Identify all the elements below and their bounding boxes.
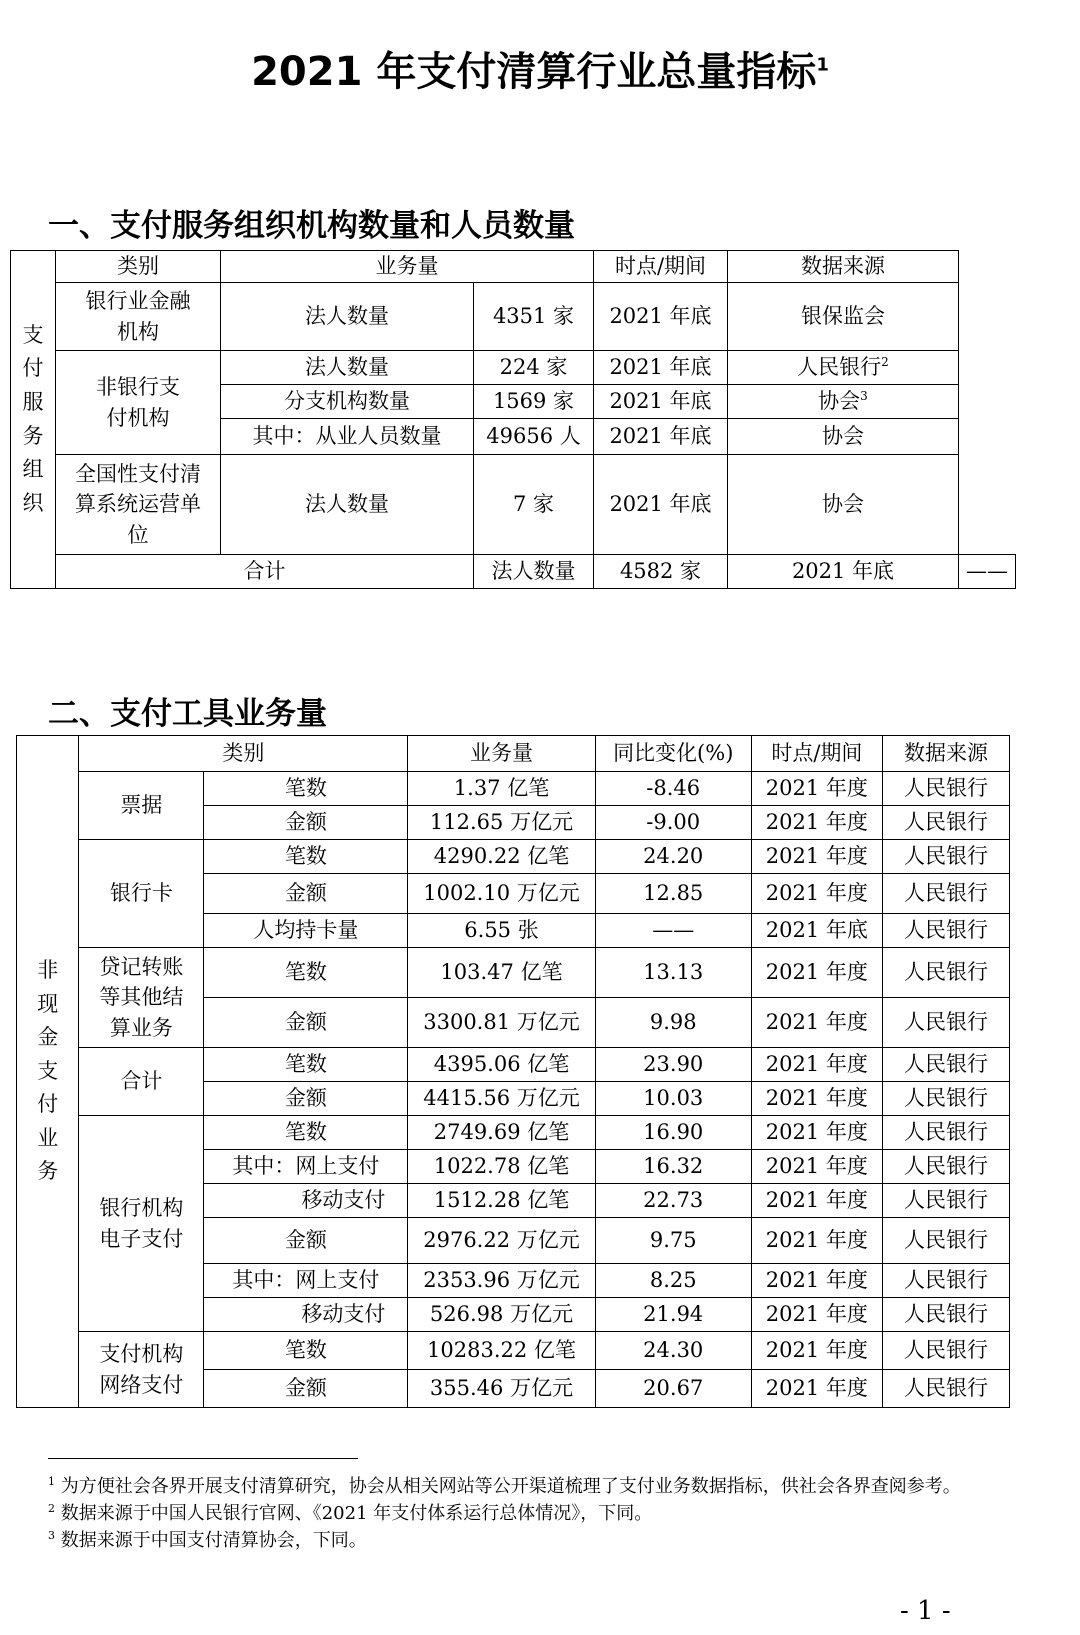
footnote-text: 为方便社会各界开展支付清算研究，协会从相关网站等公开渠道梳理了支付业务数据指标，供社会各界查阅参考。 <box>60 1476 961 1497</box>
yoy-cell: 9.98 <box>595 998 751 1048</box>
footnote-mark: 2 <box>48 1502 55 1516</box>
value-cell: 2749.69 亿笔 <box>408 1116 595 1150</box>
source-cell: 人民银行 <box>882 1048 1009 1082</box>
period-cell: 2021 年度 <box>751 1370 882 1408</box>
period-cell: 2021 年度 <box>751 948 882 998</box>
value-cell: 4582 家 <box>594 555 728 589</box>
value-cell: 224 家 <box>474 351 594 385</box>
yoy-cell: 10.03 <box>595 1082 751 1116</box>
value-cell: 526.98 万亿元 <box>408 1298 595 1332</box>
period-cell: 2021 年度 <box>751 1150 882 1184</box>
source-cell: 人民银行 <box>882 1116 1009 1150</box>
yoy-cell: 24.30 <box>595 1332 751 1370</box>
metric-cell: 法人数量 <box>221 283 474 351</box>
metric-cell: 分支机构数量 <box>221 385 474 419</box>
yoy-cell: 22.73 <box>595 1184 751 1218</box>
value-cell: 1569 家 <box>474 385 594 419</box>
period-cell: 2021 年度 <box>751 1264 882 1298</box>
metric-text: 移动支付 <box>301 1302 386 1327</box>
source-cell: 人民银行 <box>882 806 1009 840</box>
value-cell: 10283.22 亿笔 <box>408 1332 595 1370</box>
metric-cell: 其中：网上支付 <box>204 1264 408 1298</box>
value-cell: 1512.28 亿笔 <box>408 1184 595 1218</box>
metric-cell: 金额 <box>204 1082 408 1116</box>
category-cell <box>56 283 221 351</box>
group-text: 支付机构网络支付 <box>99 1342 184 1397</box>
header-source: 数据来源 <box>882 736 1009 772</box>
source-cell: 人民银行 <box>882 1370 1009 1408</box>
source-cell: 人民银行 <box>882 1150 1009 1184</box>
group-cell: 票据 <box>79 772 204 840</box>
table-row <box>17 948 1010 998</box>
row-group-label <box>17 736 79 1408</box>
period-cell: 2021 年度 <box>751 1048 882 1082</box>
category-cell <box>56 351 221 455</box>
group-text: 贷记转账等其他结算业务 <box>99 954 184 1040</box>
period-cell: 2021 年度 <box>751 998 882 1048</box>
yoy-cell: -9.00 <box>595 806 751 840</box>
header-category: 类别 <box>79 736 408 772</box>
metric-cell: 法人数量 <box>221 455 474 555</box>
yoy-cell: 16.32 <box>595 1150 751 1184</box>
value-cell: 6.55 张 <box>408 914 595 948</box>
table-row <box>11 455 1016 555</box>
metric-cell: 笔数 <box>204 772 408 806</box>
source-cell: 协会 <box>728 419 959 455</box>
source-cell <box>728 385 959 419</box>
page-title <box>0 40 1080 97</box>
source-cell: 人民银行 <box>882 772 1009 806</box>
source-cell: —— <box>959 555 1016 589</box>
category-cell <box>56 455 221 555</box>
table-row <box>17 1332 1010 1370</box>
table-row <box>17 1116 1010 1150</box>
value-cell: 355.46 万亿元 <box>408 1370 595 1408</box>
value-cell: 2976.22 万亿元 <box>408 1218 595 1264</box>
yoy-cell: 23.90 <box>595 1048 751 1082</box>
yoy-cell: 8.25 <box>595 1264 751 1298</box>
footnote-mark: 3 <box>48 1529 55 1543</box>
footnote-text: 数据来源于中国人民银行官网、《2021 年支付体系运行总体情况》，下同。 <box>60 1503 653 1525</box>
metric-cell: 其中：网上支付 <box>204 1150 408 1184</box>
metric-cell: 笔数 <box>204 840 408 874</box>
source-cell: 人民银行 <box>882 998 1009 1048</box>
page-number: - 1 - <box>900 1596 951 1626</box>
source-cell: 人民银行 <box>882 874 1009 914</box>
yoy-cell: 12.85 <box>595 874 751 914</box>
value-cell: 49656 人 <box>474 419 594 455</box>
section-2-heading: 二、支付工具业务量 <box>48 696 327 732</box>
period-cell: 2021 年度 <box>751 1184 882 1218</box>
period-cell: 2021 年度 <box>751 772 882 806</box>
header-period: 时点/期间 <box>594 251 728 283</box>
period-cell: 2021 年底 <box>594 351 728 385</box>
source-cell: 人民银行 <box>882 1184 1009 1218</box>
source-cell: 人民银行 <box>882 1332 1009 1370</box>
yoy-cell: 20.67 <box>595 1370 751 1408</box>
metric-cell: 金额 <box>204 806 408 840</box>
section-1-heading: 一、支付服务组织机构数量和人员数量 <box>48 208 575 244</box>
category-text: 全国性支付清算系统运营单位 <box>75 461 201 547</box>
header-source: 数据来源 <box>728 251 959 283</box>
metric-cell: 金额 <box>204 874 408 914</box>
source-cell: 协会 <box>728 455 959 555</box>
value-cell: 1002.10 万亿元 <box>408 874 595 914</box>
yoy-cell: 13.13 <box>595 948 751 998</box>
total-row <box>11 555 1016 589</box>
source-cell: 人民银行 <box>882 840 1009 874</box>
header-period: 时点/期间 <box>751 736 882 772</box>
yoy-cell: -8.46 <box>595 772 751 806</box>
table-row <box>11 351 1016 385</box>
metric-cell: 法人数量 <box>221 351 474 385</box>
header-volume: 业务量 <box>221 251 594 283</box>
group-cell: 银行卡 <box>79 840 204 948</box>
metric-cell: 金额 <box>204 998 408 1048</box>
metric-cell: 笔数 <box>204 1116 408 1150</box>
metric-cell: 金额 <box>204 1218 408 1264</box>
table-header-row <box>11 251 1016 283</box>
source-cell: 人民银行 <box>882 948 1009 998</box>
footnote-mark: 2 <box>881 355 889 370</box>
value-cell: 3300.81 万亿元 <box>408 998 595 1048</box>
period-cell: 2021 年底 <box>594 455 728 555</box>
total-label: 合计 <box>56 555 474 589</box>
table-row <box>17 1048 1010 1082</box>
vertical-label: 非现金支付业务 <box>37 957 59 1184</box>
period-cell: 2021 年度 <box>751 1298 882 1332</box>
row-group-label <box>11 251 56 589</box>
title-footnote-mark: 1 <box>816 54 829 76</box>
period-cell: 2021 年底 <box>751 914 882 948</box>
org-count-table <box>10 250 1016 589</box>
source-cell <box>728 351 959 385</box>
value-cell: 4395.06 亿笔 <box>408 1048 595 1082</box>
value-cell: 7 家 <box>474 455 594 555</box>
header-yoy: 同比变化(%) <box>595 736 751 772</box>
group-cell <box>79 948 204 1048</box>
footnote <box>48 1474 988 1499</box>
period-cell: 2021 年度 <box>751 1082 882 1116</box>
period-cell: 2021 年度 <box>751 1116 882 1150</box>
metric-cell: 笔数 <box>204 948 408 998</box>
yoy-cell: 24.20 <box>595 840 751 874</box>
period-cell: 2021 年度 <box>751 1332 882 1370</box>
vertical-label: 支付服务组织 <box>22 322 44 515</box>
table-row <box>11 283 1016 351</box>
metric-cell: 金额 <box>204 1370 408 1408</box>
value-cell: 4415.56 万亿元 <box>408 1082 595 1116</box>
metric-cell: 笔数 <box>204 1332 408 1370</box>
period-cell: 2021 年度 <box>751 874 882 914</box>
yoy-cell: —— <box>595 914 751 948</box>
period-cell: 2021 年度 <box>751 840 882 874</box>
page-title-text: 2021 年支付清算行业总量指标 <box>251 49 817 95</box>
period-cell: 2021 年底 <box>594 419 728 455</box>
footnote-mark: 1 <box>48 1475 55 1488</box>
group-cell: 合计 <box>79 1048 204 1116</box>
table-row <box>17 840 1010 874</box>
source-text: 协会 <box>818 389 861 414</box>
table-header-row <box>17 736 1010 772</box>
source-cell: 人民银行 <box>882 1264 1009 1298</box>
footnotes <box>48 1474 988 1556</box>
source-text: 人民银行 <box>797 355 882 380</box>
footnote <box>48 1501 988 1526</box>
footnote-text: 数据来源于中国支付清算协会，下同。 <box>60 1530 367 1552</box>
group-cell <box>79 1332 204 1408</box>
header-volume: 业务量 <box>408 736 595 772</box>
footnote-divider <box>48 1458 358 1459</box>
value-cell: 4290.22 亿笔 <box>408 840 595 874</box>
metric-cell: 法人数量 <box>474 555 594 589</box>
metric-cell: 人均持卡量 <box>204 914 408 948</box>
yoy-cell: 16.90 <box>595 1116 751 1150</box>
period-cell: 2021 年底 <box>594 385 728 419</box>
period-cell: 2021 年底 <box>728 555 959 589</box>
footnote <box>48 1528 988 1553</box>
source-cell: 人民银行 <box>882 914 1009 948</box>
metric-cell: 其中：从业人员数量 <box>221 419 474 455</box>
value-cell: 1022.78 亿笔 <box>408 1150 595 1184</box>
source-cell: 人民银行 <box>882 1218 1009 1264</box>
yoy-cell: 21.94 <box>595 1298 751 1332</box>
source-cell: 人民银行 <box>882 1082 1009 1116</box>
metric-cell: 笔数 <box>204 1048 408 1082</box>
header-category: 类别 <box>56 251 221 283</box>
period-cell: 2021 年底 <box>594 283 728 351</box>
source-cell: 人民银行 <box>882 1298 1009 1332</box>
period-cell: 2021 年度 <box>751 806 882 840</box>
value-cell: 4351 家 <box>474 283 594 351</box>
table-row <box>17 772 1010 806</box>
payment-volume-table <box>16 735 1010 1408</box>
value-cell: 112.65 万亿元 <box>408 806 595 840</box>
metric-text: 移动支付 <box>301 1188 386 1213</box>
metric-cell <box>204 1298 408 1332</box>
source-cell: 银保监会 <box>728 283 959 351</box>
value-cell: 2353.96 万亿元 <box>408 1264 595 1298</box>
value-cell: 103.47 亿笔 <box>408 948 595 998</box>
value-cell: 1.37 亿笔 <box>408 772 595 806</box>
period-cell: 2021 年度 <box>751 1218 882 1264</box>
metric-cell <box>204 1184 408 1218</box>
group-text: 银行机构电子支付 <box>99 1196 184 1251</box>
group-cell <box>79 1116 204 1332</box>
yoy-cell: 9.75 <box>595 1218 751 1264</box>
category-text: 银行业金融机构 <box>85 289 191 344</box>
category-text: 非银行支付机构 <box>96 375 180 430</box>
footnote-mark: 3 <box>860 389 868 404</box>
